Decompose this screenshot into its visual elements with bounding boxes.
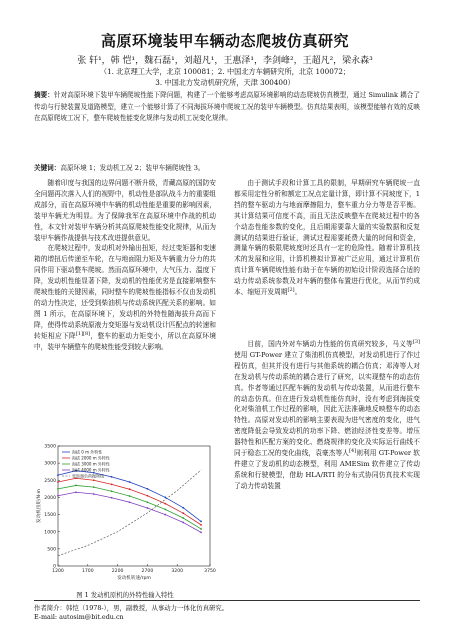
figure-1 [34,438,216,588]
series-point [93,486,95,488]
y-axis-label: 发动机扭矩/N·m [37,489,42,523]
body-text: 在爬坡过程中，发动机对外输出扭矩，经过变矩器和变速箱的增扭后传递至车轮，在与地面阻力矩及车辆重力分力的共同作用下驱动整车爬坡。然而高原环境中，大气压力、温度下降，发动机性能显著下降，发动机的性能优劣是直接影响整车爬坡性能的关键因素，同时整车的爬坡性能指标不仅由发动机的动力性决定，还受到柴油机与传动系统匹配关系的影响。如图 1 所示，在高原环境下，发动机的外特性随海拔升高而下降，使得传动系统原液力变矩器与发动机设计匹配点的转速和转矩相应下降 [34,244,216,340]
y-tick-label: 3500 [44,444,56,450]
series-point [75,485,77,487]
keywords [34,163,420,173]
series-point [129,481,131,483]
series-point [111,484,113,486]
body-text: 。 [294,288,302,297]
citation: [3] [412,338,420,345]
series-point [75,491,77,493]
y-tick-label: 1500 [44,513,56,519]
body-text: 使用 GT-Power 建立了柴油机仿真模型，对发动机进行了作过程仿真，但其并没有进行与其他系统的耦合仿真；邓涛等人对在发动机与传动系统的耦合进行了研究，以实现整车的动态仿真。作者等通过匹配车辆的发动机与传动装置，从而进行整车的动态仿真。但在进行发动机性能仿真时，没有考虑到海拔变化对柴油机工作过程的影响，因此无法准确地反映整车的动态特性。高原对发动机的影响主要表现为进气密度的变化，进气密度降低会导致发动机的功率下降、燃油经济性变差等。增压器特性和匹配方案的变化、燃烧规律的变化及实际运行曲线不同于稳态工况的变化曲线，袁豪杰等人 [234,350,420,458]
series-point [57,481,59,483]
series-point [147,501,149,503]
footnote-divider [34,600,420,601]
body-text: 目前，国内外对车辆动力性能的仿真研究较多，马义等 [247,340,413,348]
series-point [93,493,95,495]
y-tick-label: 2500 [44,478,56,484]
series-point [129,488,131,490]
series-line [58,492,201,532]
series-point [182,517,184,519]
body-right-column-bottom [234,339,420,492]
series-point [164,514,166,516]
series-point [200,521,202,523]
series-point [164,497,166,499]
series-point [57,474,59,476]
series-point [147,488,149,490]
author-list: 张 轩¹，韩 恺¹，魏石磊¹，刘超凡¹，王惠泽¹，李剑峰²，王超凡²，梁永森³ [77,56,373,66]
citation: [4] [349,447,357,454]
author-bio-footnote: 作者简介：韩恺（1978-），男，副教授，从事动力一体化仿真研究。 [34,604,229,612]
series-point [200,532,202,534]
body-text: ，整车的驱动力矩变小，所以在高原环境中，装甲车辆整车的爬坡性能受到较大影响。 [34,331,217,351]
body-paragraph [234,178,420,298]
legend-label: 海拔 2000 m 外特性 [72,455,110,461]
x-tick-label: 2200 [111,569,124,574]
series-point [111,490,113,492]
series-point [129,495,131,497]
paper-title: 高原环境装甲车辆动态爬坡仿真研究 [100,32,349,50]
citation: [2] [287,286,295,293]
legend-label: 海拔 3000 m 外特性 [72,461,110,467]
x-axis-label: 发动机转速/rpm [117,576,151,581]
x-tick-label: 3200 [171,569,184,574]
series-point [182,522,184,524]
y-tick-label: 0 [53,564,56,570]
y-tick-label: 500 [47,547,56,553]
x-tick-label: 2700 [141,569,154,574]
body-paragraph [34,243,216,352]
series-point [164,509,166,511]
body-text: 由于测试手段和计算工具的限制，早期研究车辆爬坡一直都采用定性分析和额定工况点定量计算，即计算不同坡度下，1 挡的整车驱动力与地面摩擦阻力，整车重力分力等是否平衡。其计算结果可信度不高，而且无法反映整车在爬坡过程中的各个动态性能参数的变化，且后期需要靠大量的实验数据和反复测试的结果进行验证，测试过程需要耗费大量的时间和资金，测量车辆的极限爬坡度时还具有一定的危险性。随着计算机技术的发展和应用，计算机模拟计算被广泛应用，通过计算机仿真计算车辆爬坡性能有助于在车辆的初始设计阶段选择合适的动力传动系统参数及对车辆的整体布置进行优化，从而节约成本、缩短开发周期 [234,179,420,297]
legend-label: 海拔 0 m 外特性 [72,449,103,455]
y-tick-label: 1000 [44,530,56,536]
x-tick-label: 1700 [81,569,94,574]
affiliation-line-2: 3. 中国北方发动机研究所，天津 300400） [155,78,295,87]
body-paragraph [234,339,420,492]
series-point [93,479,95,481]
series-point [182,512,184,514]
abstract-label: 摘要： [34,91,54,99]
series-point [200,524,202,526]
series-point [200,528,202,530]
abstract-text: 针对高原环境下装甲车辆爬坡性能下降问题，构建了一个能够考虑高原环境影响的动态爬坡仿真模型，通过 Simulink 耦合了传动与行驶装置及道路模型，建立一个能够计算了不同海拔环境中爬坡工况的装甲车辆模型。仿真结果表明，该模型能够有效的反映在高原爬坡工况下，整车爬坡性能变化规律与发动机工况变化规律。 [34,91,420,123]
y-tick-label: 2000 [44,496,56,502]
body-left-column [34,178,216,353]
series-point [111,476,113,478]
keywords-label: 关键词： [34,164,61,172]
email-footnote: E-mail: autosim@bit.edu.cn [34,613,124,621]
y-tick-label: 3000 [44,461,56,467]
series-line [58,485,201,529]
abstract [34,90,420,125]
series-point [164,503,166,505]
series-point [57,488,59,490]
legend-label: 海拔 4000 m 外特性 [72,467,110,473]
series-point [147,495,149,497]
body-right-column-top [234,178,420,298]
x-tick-label: 3750 [204,569,216,574]
series-point [57,495,59,497]
x-tick-label: 1200 [52,569,64,574]
series-point [129,501,131,503]
engine-characteristic-chart [34,438,216,588]
citation: [1][8] [75,330,91,337]
body-text: 则利用 GT-Power 软件建立了发动机的动态模型，利用 AMESim 软件建立了传动系统和行驶模型，借助 HLA/RTI 的分布式协同仿真技术实现了动力传动装置 [234,449,420,490]
legend-label: 变矩器负荷抛物线 [72,473,104,479]
series-point [147,507,149,509]
keywords-text: 高原环境 1；发动机工况 2；装甲车辆爬坡性 3。 [60,164,205,172]
figure-caption: 图 1 发动机原机的外特性输入特性 [76,591,174,599]
series-point [111,497,113,499]
series-point [182,507,184,509]
body-paragraph: 随着印度与我国的边界问题不断升级，青藏高原的国防安全问题再次落入人们的视野中，机动性是部队战斗力的重要组成部分，而在高原环境中车辆的机动性能是重要的影响因素，装甲车辆尤为明显。为了保障我军在高原环境中作战的机动性，本文针对装甲车辆分析其高原爬坡性能变化规律，从而为装甲车辆作战提供与技术改进提供意见。 [34,179,216,242]
affiliation-line-1: （1. 北京理工大学，北京 100081；2. 中国北方车辆研究所，北京 100072； [99,67,351,76]
